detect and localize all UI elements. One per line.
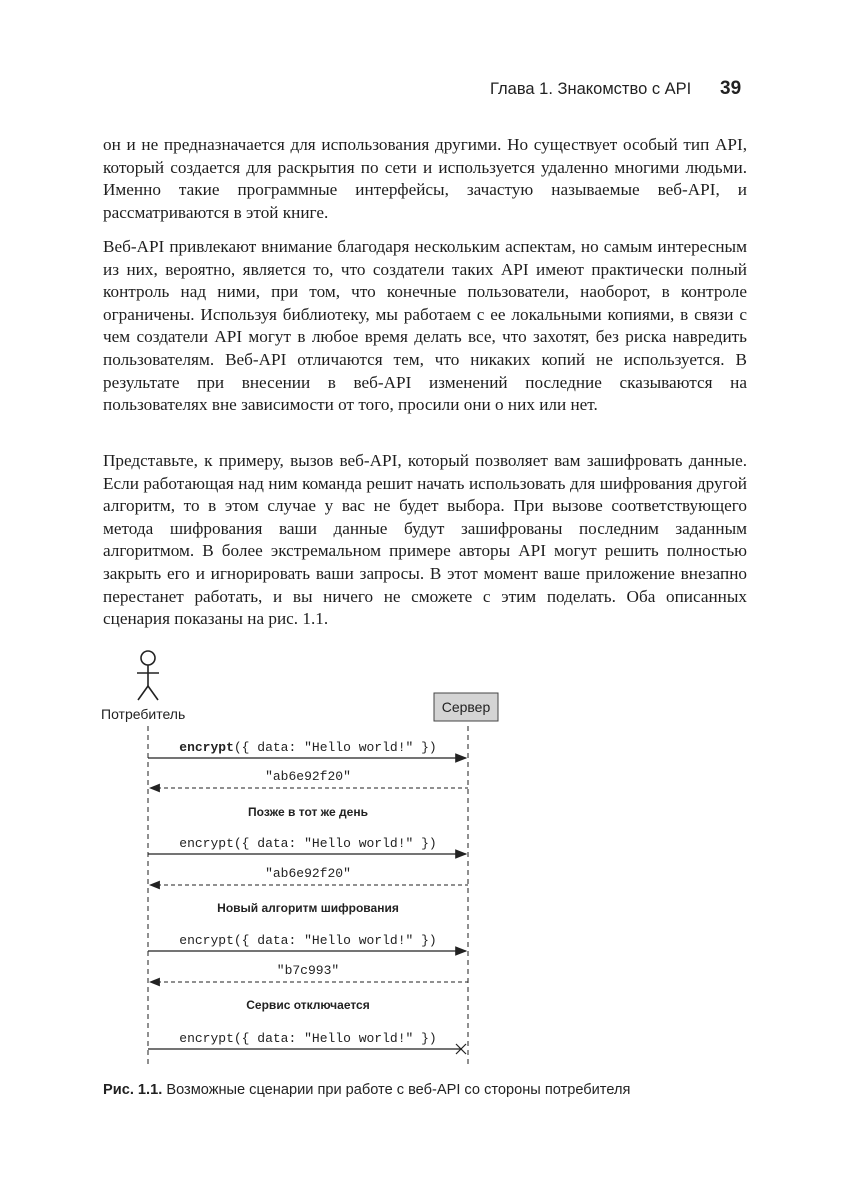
request-label-1 <box>179 740 436 755</box>
server-label: Сервер <box>441 699 491 715</box>
figure-caption <box>103 1082 753 1098</box>
running-header <box>490 78 750 102</box>
paragraph-3-block <box>103 450 747 631</box>
chapter-title: Глава 1. Знакомство с API <box>490 80 692 98</box>
consumer-actor-icon <box>137 651 159 700</box>
paragraph-2-block <box>103 236 747 417</box>
request-label-3: encrypt({ data: "Hello world!" }) <box>179 933 437 948</box>
request-method-1: encrypt <box>179 740 234 755</box>
note-new-algorithm: Новый алгоритм шифрования <box>217 901 399 915</box>
request-label-2: encrypt({ data: "Hello world!" }) <box>179 836 437 851</box>
response-label-1: "ab6e92f20" <box>265 769 351 784</box>
paragraph-1-block <box>103 134 747 224</box>
response-label-2: "ab6e92f20" <box>265 866 351 881</box>
figure-label: Рис. 1.1. <box>103 1082 163 1098</box>
response-label-3: "b7c993" <box>276 963 340 978</box>
request-label-4: encrypt({ data: "Hello world!" }) <box>179 1031 437 1046</box>
request-args-1: ({ data: "Hello world!" }) <box>233 740 437 755</box>
consumer-label: Потребитель <box>101 706 186 722</box>
paragraph-1: он и не предназначается для использования другими. Но существует особый тип API, который создается для раскрытия по сети и используется удаленно многими людьми. Именно такие программные интерфейсы, зачастую называемые веб-API, и рассматриваются в этой книге. <box>103 135 747 222</box>
figure-caption-text: Возможные сценарии при работе с веб-API со стороны потребителя <box>162 1082 631 1098</box>
paragraph-2: Веб-API привлекают внимание благодаря нескольким аспектам, но самым интересным из них, вероятно, является то, что создатели таких API имеют практически полный контроль над ними, при том, что конечные пользователи, наоборот, в контроле ограничены. Используя библиотеку, мы работаем с ее локальными копиями, в связи с чем создатели API могут в любое время делать все, что захотят, без риска навредить пользователям. Веб-API отличаются тем, что никаких копий не используется. В результате при внесении в веб-API изменений последние сказываются на пользователях вне зависимости от того, просили они о них или нет. <box>103 237 747 415</box>
sequence-diagram <box>95 648 515 1073</box>
note-later-same-day: Позже в тот же день <box>248 805 368 819</box>
note-service-shutdown: Сервис отключается <box>246 998 370 1012</box>
page-number: 39 <box>720 78 742 99</box>
paragraph-3: Представьте, к примеру, вызов веб-API, который позволяет вам зашифровать данные. Если работающая над ним команда решит начать использовать для шифрования другой алгоритм, то в этом случае у вас не будет выбора. При вызове соответствующего метода шифрования ваши данные будут зашифрованы последним заданным алгоритмом. В более экстремальном примере авторы API могут решить полностью закрыть его и игнорировать ваши запросы. В этот момент ваше приложение внезапно перестанет работать, и вы ничего не сможете с этим поделать. Оба описанных сценария показаны на рис. 1.1. <box>103 451 747 629</box>
